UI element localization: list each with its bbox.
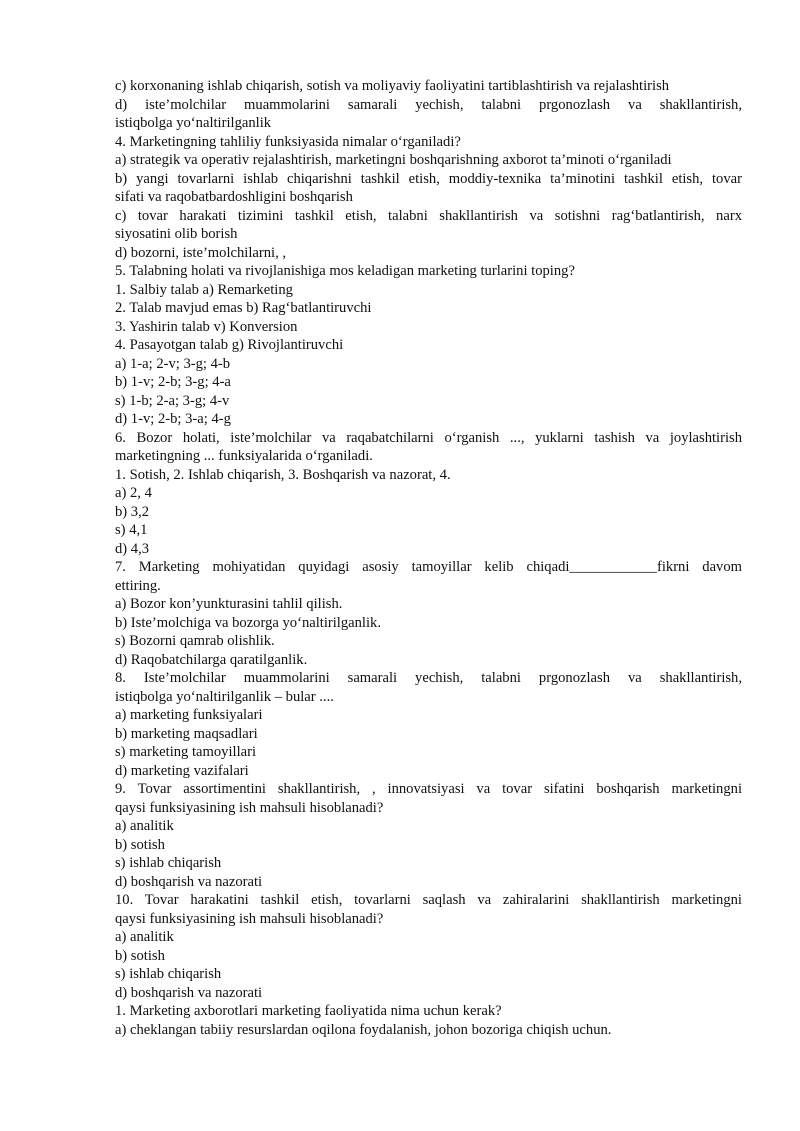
question-4: 4. Marketingning tahliliy funksiyasida nimalar o‘rganiladi? [115,133,461,150]
text-line: 7. Marketing mohiyatidan quyidagi asosiy tamoyillar kelib chiqadi____________fikrni davom [115,559,742,575]
document-page [115,77,742,1039]
text-line: d) iste’molchilar muammolarini samarali yechish, talabni prgonozlash va shakllantirish, [115,96,742,113]
text-line: qaysi funksiyasining ish mahsuli hisoblanadi? [115,910,384,927]
text-line: d) Raqobatchilarga qaratilganlik. [115,651,308,668]
text-line: istiqbolga yo‘naltirilganlik – bular .... [115,688,334,705]
text-line: a) Bozor kon’yunkturasini tahlil qilish. [115,596,343,612]
text-line: d) boshqarish va nazorati [115,873,263,890]
text-line: a) analitik [115,818,174,834]
question-6 [115,429,742,466]
text-line: a) strategik va operativ rejalashtirish, marketingni boshqarishning axborot ta’minoti o‘rganiladi [115,152,672,168]
text-line: s) ishlab chiqarish [115,966,222,982]
question-10 [115,891,742,928]
text-line: s) 1-b; 2-a; 3-g; 4-v [115,392,230,409]
question-9 [115,780,742,817]
text-line: siyosatini olib borish [115,226,238,242]
text-line: b) sotish [115,836,165,853]
text-line: d) 4,3 [115,540,150,557]
text-line: b) marketing maqsadlari [115,725,258,742]
text-line: qaysi funksiyasining ish mahsuli hisoblanadi? [115,799,384,816]
text-line: s) marketing tamoyillari [115,744,257,760]
text-line: d) 1-v; 2-b; 3-a; 4-g [115,411,231,427]
text-line: 3. Yashirin talab v) Konversion [115,318,298,335]
question-5: 5. Talabning holati va rivojlanishiga mos keladigan marketing turlarini toping? [115,263,575,279]
text-line: a) marketing funksiyalari [115,707,263,723]
text-line: 8. Iste’molchilar muammolarini samarali yechish, talabni prgonozlash va shakllantirish, [115,670,742,686]
text-line: 9. Tovar assortimentini shakllantirish, , innovatsiyasi va tovar sifatini boshqarish marketingni [115,781,742,797]
text-line: s) ishlab chiqarish [115,855,222,871]
question-7 [115,558,742,595]
text-line: c) korxonaning ishlab chiqarish, sotish va moliyaviy faoliyatini tartiblashtirish va rejalashtirish [115,78,670,94]
text-line: d) marketing vazifalari [115,762,249,779]
text-line: 10. Tovar harakatini tashkil etish, tovarlarni saqlash va zahiralarini shakllantirish marketingni [115,892,742,908]
answer-c-wrapped [115,207,742,244]
text-line: b) Iste’molchiga va bozorga yo‘naltirilganlik. [115,614,381,631]
text-line: d) boshqarish va nazorati [115,984,263,1001]
text-line: 1. Salbiy talab a) Remarketing [115,281,293,298]
text-line: s) 4,1 [115,522,148,538]
text-line: sifati va raqobatbardoshligini boshqarish [115,189,353,205]
question-8 [115,669,742,706]
text-line: b) 1-v; 2-b; 3-g; 4-a [115,374,231,390]
text-line: s) Bozorni qamrab olishlik. [115,633,275,649]
text-line: a) analitik [115,929,174,945]
text-line: a) cheklangan tabiiy resurslardan oqilona foydalanish, johon bozoriga chiqish uchun. [115,1021,612,1038]
text-line: b) sotish [115,947,165,964]
question-1: 1. Marketing axborotlari marketing faoliyatida nima uchun kerak? [115,1003,502,1019]
text-line: 1. Sotish, 2. Ishlab chiqarish, 3. Boshqarish va nazorat, 4. [115,466,451,483]
answer-b-wrapped [115,170,742,207]
answer-d-wrapped [115,96,742,133]
text-line: marketingning ... funksiyalarida o‘rganiladi. [115,448,373,464]
text-line: a) 2, 4 [115,485,152,501]
text-line: a) 1-a; 2-v; 3-g; 4-b [115,355,231,372]
text-line: c) tovar harakati tizimini tashkil etish, talabni shakllantirish va sotishni rag‘batlantirish, narx [115,207,742,224]
text-line: 4. Pasayotgan talab g) Rivojlantiruvchi [115,337,344,353]
text-line: b) 3,2 [115,503,150,520]
text-line: ettiring. [115,577,161,594]
text-line: b) yangi tovarlarni ishlab chiqarishni tashkil etish, moddiy-texnika ta’minotini tashkil etish, tovar [115,170,742,187]
text-line: 2. Talab mavjud emas b) Rag‘batlantiruvchi [115,300,372,316]
text-line: istiqbolga yo‘naltirilganlik [115,115,272,131]
text-line: 6. Bozor holati, iste’molchilar va raqabatchilarni o‘rganish ..., yuklarni tashish va joylashtirish [115,429,742,446]
text-line: d) bozorni, iste’molchilarni, , [115,244,287,261]
